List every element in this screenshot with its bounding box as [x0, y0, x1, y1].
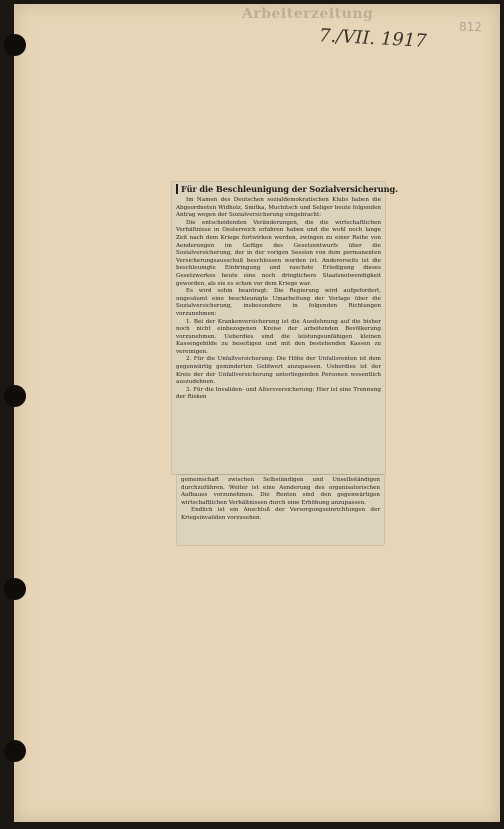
article-paragraph: 2. Für die Unfallversicherung: Die Höhe der Unfallsrenten ist dem gegenwärtig geminderten Geldwert anzupassen. Ueberdies ist der Kreis der der Unfallversicherung unterliegenden Personen wesentlich auszudehnen. [176, 356, 381, 386]
handwritten-date: 7./VII. 1917 [318, 25, 428, 52]
archive-sheet [14, 4, 500, 822]
article-paragraph: Im Namen des Deutschen sozialdemokratischen Klubs haben die Abgeordneten Widholz, Smitka, Muchitsch und Seliger heute folgenden Antrag wegen der Sozialversicherung eingebracht: [176, 197, 381, 219]
archive-number: 812 [459, 20, 482, 34]
article-paragraph: Endlich ist ein Anschluß der Versorgungseinrichtungen der Kriegsinvaliden vorzusehen. [181, 507, 380, 521]
article-paragraph: 3. Für die Invaliden- und Altersversicherung: Hier ist eine Trennung der Risken [176, 386, 381, 401]
article-headline: Für die Beschleunigung der Sozialversicherung. [176, 184, 381, 194]
punch-hole [4, 578, 26, 600]
punch-hole [4, 385, 26, 407]
article-paragraph: 1. Bei der Krankenversicherung ist die Ausdehnung auf die bisher noch nicht einbezogenen Kreise der arbeitenden Bevölkerung vorzunehmen. Ueberdies sind die leistungsunfähigen kleinen Kassengebilde zu beseitigen und mit den bestehenden Kassen zu vereinigen. [176, 318, 381, 355]
punch-hole [4, 740, 26, 762]
newspaper-clipping-continuation [177, 475, 384, 545]
article-paragraph: gemeinschaft zwischen Selbständigen und Unselbständigen durchzuführen. Weiter ist eine Aenderung des organisatorischen Aufbaues vorzunehmen. Die Renten sind den gegenwärtigen wirtschaftlichen Verhältnissen durch eine Erhöhung anzupassen. [181, 477, 380, 506]
article-paragraph: Die entscheidenden Veränderungen, die die wirtschaftlichen Verhältnisse in Oesterreich erfahren haben und die wohl noch lange Zeit nach dem Kriege fortwirken werden, zwingen zu einer Reihe von Aenderungen im Gefüge des Gesetzentwurfs über die Sozialversicherung, der in der vorigen Session von dem permanenten Versicherungsausschuß beschlossen worden ist. Andererseits ist die beschleunigte Einbringung und raschste Erledigung dieses Gesetzwerkes heute eine noch dringlichere Staatsnotwendigkeit geworden, als sie es schon vor dem Kriege war. [176, 219, 381, 287]
newspaper-clipping [172, 182, 398, 474]
punch-hole [4, 34, 26, 56]
article-paragraph: Es wird sohin beantragt: Die Regierung wird aufgefordert, ungesäumt eine beschleunigte Umarbeitung der Vorlage über die Sozialversicherung, insbesondere in folgenden Richtungen vorzunehmen: [176, 288, 381, 317]
newspaper-name-stamp: Arbeiterzeitung [242, 6, 374, 22]
